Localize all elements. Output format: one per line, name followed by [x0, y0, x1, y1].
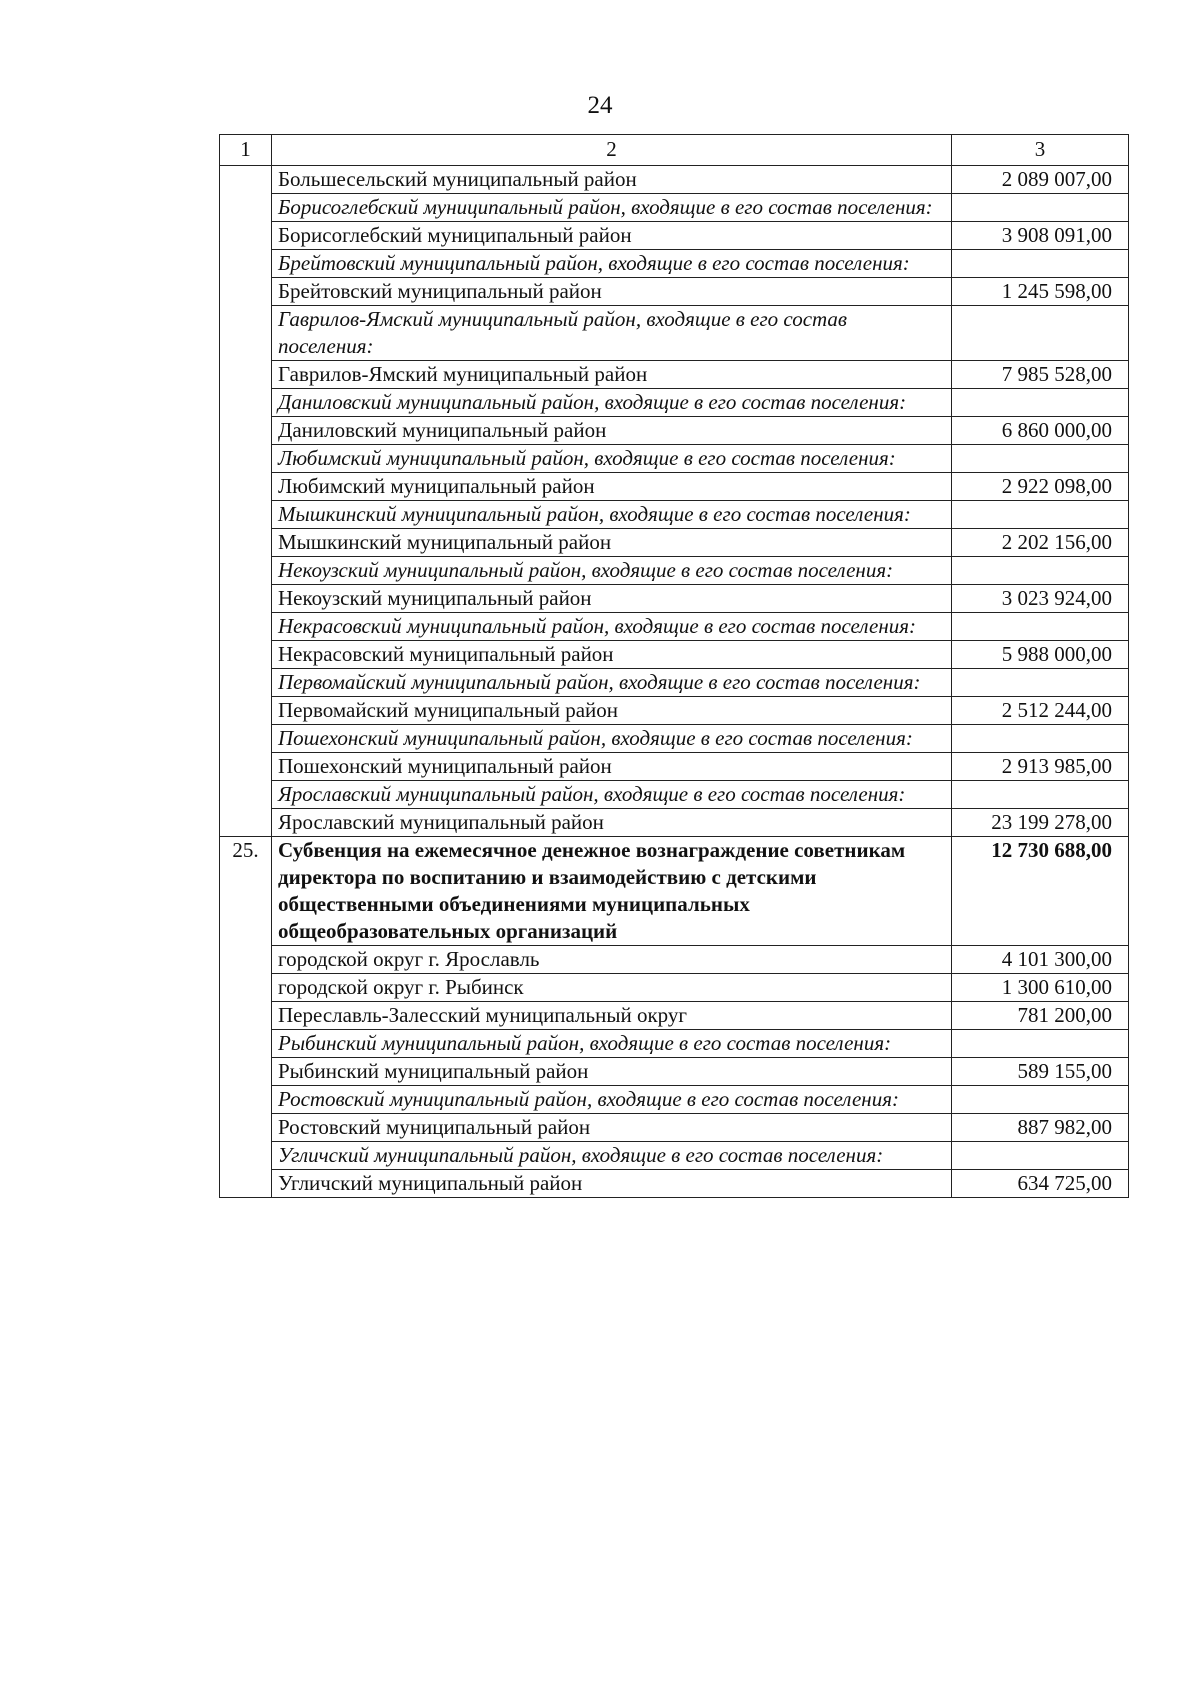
row-value [952, 445, 1129, 473]
table-row [220, 781, 1129, 809]
row-value: 4 101 300,00 [952, 946, 1129, 974]
row-name: Угличский муниципальный район, входящие в его состав поселения: [272, 1142, 952, 1170]
header-col-1: 1 [220, 135, 272, 166]
row-name: городской округ г. Ярославль [272, 946, 952, 974]
table-row [220, 753, 1129, 781]
row-value [952, 389, 1129, 417]
row-name: Некоузский муниципальный район [272, 585, 952, 613]
header-col-2: 2 [272, 135, 952, 166]
row-name: Ярославский муниципальный район, входящие в его состав поселения: [272, 781, 952, 809]
table-row [220, 1030, 1129, 1058]
row-name: Рыбинский муниципальный район, входящие в его состав поселения: [272, 1030, 952, 1058]
table-row [220, 473, 1129, 501]
row-value: 2 089 007,00 [952, 166, 1129, 194]
row-name: Угличский муниципальный район [272, 1170, 952, 1198]
row-name: Любимский муниципальный район, входящие в его состав поселения: [272, 445, 952, 473]
row-name: Даниловский муниципальный район, входящие в его состав поселения: [272, 389, 952, 417]
row-value: 2 913 985,00 [952, 753, 1129, 781]
table-row [220, 946, 1129, 974]
section-row [220, 837, 1129, 946]
section-total: 12 730 688,00 [952, 837, 1129, 946]
table-row [220, 417, 1129, 445]
row-value: 634 725,00 [952, 1170, 1129, 1198]
table-row [220, 1002, 1129, 1030]
table-row [220, 222, 1129, 250]
table-row [220, 194, 1129, 222]
table-row [220, 641, 1129, 669]
table-row [220, 585, 1129, 613]
row-value [952, 669, 1129, 697]
row-value: 7 985 528,00 [952, 361, 1129, 389]
table-row [220, 613, 1129, 641]
table-row [220, 389, 1129, 417]
row-value [952, 306, 1129, 361]
row-name: Первомайский муниципальный район, входящие в его состав поселения: [272, 669, 952, 697]
row-value: 6 860 000,00 [952, 417, 1129, 445]
section-number: 25. [220, 837, 272, 1198]
row-name: Гаврилов-Ямский муниципальный район, входящие в его состав поселения: [272, 306, 952, 361]
table-row [220, 250, 1129, 278]
row-value: 589 155,00 [952, 1058, 1129, 1086]
row-value [952, 194, 1129, 222]
table-row [220, 278, 1129, 306]
row-number-empty [220, 166, 272, 837]
row-name: Борисоглебский муниципальный район [272, 222, 952, 250]
table-row [220, 1114, 1129, 1142]
section-title: Субвенция на ежемесячное денежное вознаграждение советникам директора по воспитанию и взаимодействию с детскими общественными объединениями муниципальных общеобразовательных организаций [272, 837, 952, 946]
table-row [220, 809, 1129, 837]
row-value [952, 1086, 1129, 1114]
row-name: Некрасовский муниципальный район [272, 641, 952, 669]
table-row [220, 1142, 1129, 1170]
row-value: 2 922 098,00 [952, 473, 1129, 501]
row-value [952, 557, 1129, 585]
table-row [220, 725, 1129, 753]
header-col-3: 3 [952, 135, 1129, 166]
row-value [952, 501, 1129, 529]
row-name: Рыбинский муниципальный район [272, 1058, 952, 1086]
row-value: 1 300 610,00 [952, 974, 1129, 1002]
table-row [220, 529, 1129, 557]
table-row [220, 445, 1129, 473]
table-row [220, 361, 1129, 389]
table-row [220, 557, 1129, 585]
row-name: Брейтовский муниципальный район, входящие в его состав поселения: [272, 250, 952, 278]
row-name: Некрасовский муниципальный район, входящие в его состав поселения: [272, 613, 952, 641]
budget-table [219, 134, 1129, 1198]
row-value [952, 1142, 1129, 1170]
page-number: 24 [587, 92, 613, 119]
row-value: 781 200,00 [952, 1002, 1129, 1030]
table-body [220, 135, 1129, 1198]
row-name: Ростовский муниципальный район, входящие в его состав поселения: [272, 1086, 952, 1114]
row-value [952, 1030, 1129, 1058]
table-row [220, 166, 1129, 194]
row-value [952, 781, 1129, 809]
row-name: Ярославский муниципальный район [272, 809, 952, 837]
row-name: Пошехонский муниципальный район, входящие в его состав поселения: [272, 725, 952, 753]
row-name: Мышкинский муниципальный район, входящие в его состав поселения: [272, 501, 952, 529]
row-name: Даниловский муниципальный район [272, 417, 952, 445]
row-name: Гаврилов-Ямский муниципальный район [272, 361, 952, 389]
table-row [220, 697, 1129, 725]
row-value [952, 613, 1129, 641]
row-name: Пошехонский муниципальный район [272, 753, 952, 781]
row-value: 23 199 278,00 [952, 809, 1129, 837]
row-name: Борисоглебский муниципальный район, входящие в его состав поселения: [272, 194, 952, 222]
table-row [220, 669, 1129, 697]
row-value: 3 023 924,00 [952, 585, 1129, 613]
row-name: Большесельский муниципальный район [272, 166, 952, 194]
row-name: городской округ г. Рыбинск [272, 974, 952, 1002]
table-row [220, 1086, 1129, 1114]
row-name: Мышкинский муниципальный район [272, 529, 952, 557]
row-value: 5 988 000,00 [952, 641, 1129, 669]
row-name: Любимский муниципальный район [272, 473, 952, 501]
row-value: 2 512 244,00 [952, 697, 1129, 725]
row-name: Некоузский муниципальный район, входящие в его состав поселения: [272, 557, 952, 585]
row-name: Первомайский муниципальный район [272, 697, 952, 725]
row-name: Ростовский муниципальный район [272, 1114, 952, 1142]
row-value [952, 725, 1129, 753]
row-name: Брейтовский муниципальный район [272, 278, 952, 306]
row-value [952, 250, 1129, 278]
row-name: Переславль-Залесский муниципальный округ [272, 1002, 952, 1030]
header-row [220, 135, 1129, 166]
table-row [220, 1058, 1129, 1086]
row-value: 1 245 598,00 [952, 278, 1129, 306]
row-value: 2 202 156,00 [952, 529, 1129, 557]
table-row [220, 501, 1129, 529]
table-row [220, 306, 1129, 361]
row-value: 887 982,00 [952, 1114, 1129, 1142]
table-row [220, 974, 1129, 1002]
table-row [220, 1170, 1129, 1198]
row-value: 3 908 091,00 [952, 222, 1129, 250]
